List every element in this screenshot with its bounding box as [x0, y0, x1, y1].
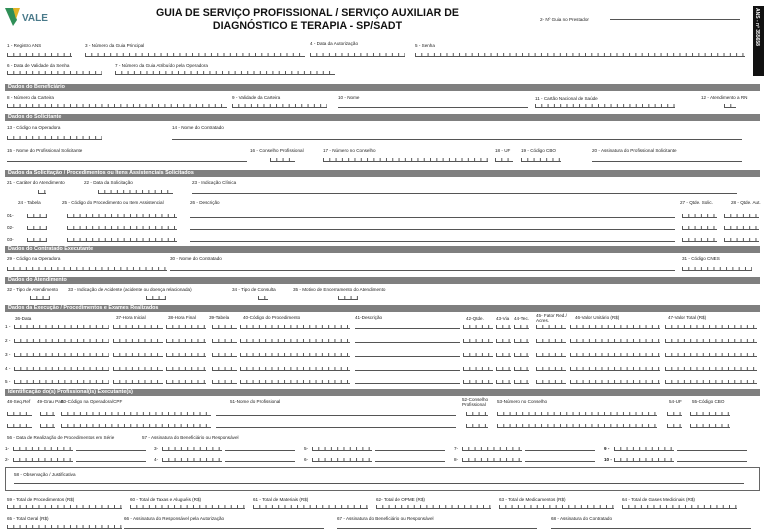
data-solicitacao-label: 22 - Data da Solicitação	[84, 180, 133, 185]
serie-assinatura-field[interactable]	[375, 458, 445, 462]
total-medicamentos-label: 63 - Total de Medicamentos (R$)	[499, 497, 566, 502]
row-qtde-solic-field[interactable]	[682, 226, 717, 230]
row-tabela-field[interactable]	[212, 353, 237, 357]
section-atendimento: Dados do Atendimento	[5, 277, 760, 284]
rn-label: 12 - Atendimento a RN	[701, 95, 748, 100]
row-codigo-field[interactable]	[67, 226, 177, 230]
row-number: 3 -	[5, 352, 11, 357]
cbo-label: 19 - Código CBO	[521, 148, 556, 153]
serie-data-field[interactable]	[462, 458, 522, 462]
prof-codigo-label: 50-Código na Operadora/CPF	[61, 399, 123, 404]
row-conselho-field[interactable]	[466, 424, 488, 428]
exec-hora-inicial-label: 37-Hora Inicial	[116, 315, 146, 320]
ans-side-tag-text: ANS - nº 355658	[754, 8, 760, 46]
uf-label: 18 - UF	[495, 148, 511, 153]
carater-label: 21 - Caráter do Atendimento	[7, 180, 65, 185]
row-valor-unit-field[interactable]	[570, 325, 660, 329]
row-valor-total-field[interactable]	[665, 380, 757, 384]
uf-field[interactable]	[495, 158, 513, 162]
total-taxas-field[interactable]	[130, 505, 245, 509]
row-via-field[interactable]	[496, 339, 511, 343]
row-descricao-field[interactable]	[355, 339, 460, 343]
serie-assinatura-field[interactable]	[525, 458, 595, 462]
row-cbo-field[interactable]	[690, 412, 730, 416]
prof-cbo-label: 55-Código CBO	[692, 399, 725, 404]
prof-numero-label: 53-Número no Conselho	[497, 399, 548, 404]
row-valor-unit-field[interactable]	[570, 380, 660, 384]
row-hora-inicial-field[interactable]	[113, 353, 163, 357]
row-tec-field[interactable]	[514, 353, 529, 357]
tabela-label: 24 - Tabela	[18, 200, 41, 205]
indicacao-label: 23 - Indicação Clínica	[192, 180, 237, 185]
codigo-procedimento-label: 25 - Código do Procedimento ou Item Assistencial	[62, 200, 164, 205]
conselho-field[interactable]	[270, 158, 295, 162]
total-materiais-label: 61 - Total de Materiais (R$)	[253, 497, 309, 502]
title-line-1: GUIA DE SERVIÇO PROFISSIONAL / SERVIÇO AUXILIAR DE	[156, 7, 459, 19]
serie-number: 8-	[454, 457, 459, 462]
qtde-solic-label: 27 - Qtde. Solic.	[680, 200, 713, 205]
total-gases-label: 64 - Total de Gases Medicinais (R$)	[622, 497, 695, 502]
row-hora-final-field[interactable]	[166, 380, 206, 384]
row-descricao-field[interactable]	[190, 214, 675, 218]
executante-nome-field[interactable]	[170, 267, 675, 271]
numero-conselho-field[interactable]	[323, 158, 488, 162]
row-via-field[interactable]	[496, 353, 511, 357]
row-via-field[interactable]	[496, 380, 511, 384]
data-realizacao-label: 56 - Data de Realização de Procedimentos em Série	[7, 435, 115, 440]
guia-operadora-field[interactable]	[115, 71, 335, 75]
numero-conselho-label: 17 - Número no Conselho	[323, 148, 376, 153]
descricao-label: 26 - Descrição	[190, 200, 220, 205]
guia-prestador-label: 2- Nº Guia no Prestador	[540, 17, 589, 22]
row-data-field[interactable]	[14, 339, 109, 343]
serie-data-field[interactable]	[614, 458, 674, 462]
encerramento-label: 35 - Motivo de Encerramento do Atendimento	[293, 287, 386, 292]
row-data-field[interactable]	[14, 325, 109, 329]
row-via-field[interactable]	[496, 367, 511, 371]
row-qtde-field[interactable]	[463, 325, 493, 329]
row-descricao-field[interactable]	[355, 380, 460, 384]
row-codigo-field[interactable]	[67, 214, 177, 218]
prof-nome-label: 51-Nome do Profissional	[230, 399, 281, 404]
prof-conselho-label: 52-Conselho Profissional	[462, 397, 489, 407]
solicitante-codigo-field[interactable]	[7, 136, 102, 140]
row-hora-final-field[interactable]	[166, 353, 206, 357]
section-solicitacao: Dados da Solicitação / Procedimentos ou Itens Assistenciais Solicitados	[5, 170, 760, 177]
row-tabela-field[interactable]	[27, 214, 47, 218]
row-qtde-field[interactable]	[463, 367, 493, 371]
conselho-label: 16 - Conselho Profissional	[250, 148, 304, 153]
row-qtde-solic-field[interactable]	[682, 238, 717, 242]
row-codigo-field[interactable]	[67, 238, 177, 242]
registro-ans-label: 1 - Registro ANS	[7, 43, 42, 48]
guia-prestador-field[interactable]	[610, 16, 740, 20]
serie-data-field[interactable]	[614, 447, 674, 451]
row-numero-field[interactable]	[497, 424, 657, 428]
exec-data-label: 36-Data	[15, 316, 32, 321]
row-data-field[interactable]	[14, 380, 109, 384]
row-qtde-aut-field[interactable]	[724, 238, 759, 242]
serie-number: 6-	[304, 457, 309, 462]
guia-operadora-label: 7 - Número da Guia Atribuído pela Operadora	[115, 63, 208, 68]
tipo-consulta-label: 34 - Tipo de Consulta	[232, 287, 276, 292]
form-title	[140, 7, 475, 33]
row-valor-total-field[interactable]	[665, 367, 757, 371]
prof-grau-label: 49-Grau Part.	[37, 399, 65, 404]
row-number: 5 -	[5, 379, 11, 384]
row-data-field[interactable]	[14, 367, 109, 371]
row-tec-field[interactable]	[514, 367, 529, 371]
serie-assinatura-field[interactable]	[76, 458, 146, 462]
row-descricao-field[interactable]	[355, 367, 460, 371]
encerramento-field[interactable]	[338, 296, 358, 300]
row-descricao-field[interactable]	[355, 353, 460, 357]
serie-assinatura-field[interactable]	[677, 458, 747, 462]
row-seq-field[interactable]	[7, 412, 32, 416]
serie-assinatura-field[interactable]	[76, 447, 146, 451]
data-autorizacao-field[interactable]	[310, 53, 405, 57]
total-geral-field[interactable]	[7, 525, 122, 529]
executante-codigo-label: 29 - Código na Operadora	[7, 256, 61, 261]
exec-tabela-label: 39-Tabela	[209, 315, 230, 320]
row-number: 4 -	[5, 366, 11, 371]
observacao-line	[14, 480, 744, 484]
serie-number: 2-	[5, 457, 10, 462]
total-geral-label: 65 - Total Geral (R$)	[7, 516, 49, 521]
exec-descricao-label: 41-Descrição	[355, 315, 383, 320]
serie-data-field[interactable]	[162, 458, 222, 462]
acidente-field[interactable]	[146, 296, 166, 300]
carteira-label: 8 - Número da Carteira	[7, 95, 54, 100]
serie-number: 7-	[454, 446, 459, 451]
validade-carteira-label: 9 - Validade da Carteira	[232, 95, 281, 100]
row-nome-field[interactable]	[216, 424, 456, 428]
carteira-field[interactable]	[7, 104, 227, 108]
row-qtde-field[interactable]	[463, 339, 493, 343]
tipo-atendimento-field[interactable]	[30, 296, 50, 300]
prof-seq-label: 48-Seq.Ref	[7, 399, 31, 404]
assinatura-contratado-field[interactable]	[551, 525, 751, 529]
serie-assinatura-field[interactable]	[225, 458, 295, 462]
prof-uf-label: 54-UF	[669, 399, 682, 404]
serie-assinatura-field[interactable]	[525, 447, 595, 451]
validade-senha-label: 6 - Data de Validade da Senha	[7, 63, 70, 68]
exec-tec-label: 44-Tec.	[514, 316, 530, 321]
row-hora-final-field[interactable]	[166, 325, 206, 329]
exec-fator-label: 45- Fator Red./ Acres.	[536, 313, 567, 323]
guia-principal-field[interactable]	[85, 53, 305, 57]
exec-hora-final-label: 38-Hora Final	[168, 315, 196, 320]
row-codigo-field[interactable]	[240, 380, 350, 384]
guia-principal-label: 3 - Número da Guia Principal	[85, 43, 145, 48]
registro-ans-field[interactable]	[7, 53, 72, 57]
assinatura-solicitante-label: 20 - Assinatura do Profissional Solicitante	[592, 148, 677, 153]
solicitante-codigo-label: 13 - Código na Operadora	[7, 125, 61, 130]
row-valor-unit-field[interactable]	[570, 353, 660, 357]
section-beneficiario: Dados do Beneficiário	[5, 84, 760, 91]
row-grau-field[interactable]	[40, 424, 55, 428]
row-fator-field[interactable]	[536, 367, 566, 371]
tipo-consulta-field[interactable]	[258, 296, 268, 300]
row-tec-field[interactable]	[514, 339, 529, 343]
observacao-label: 58 - Observação / Justificativa	[14, 472, 76, 477]
row-valor-total-field[interactable]	[665, 325, 757, 329]
vale-logo-text: VALE	[22, 13, 48, 24]
total-opme-field[interactable]	[376, 505, 491, 509]
vale-logo	[5, 6, 47, 28]
serie-assinatura-field[interactable]	[225, 447, 295, 451]
cns-field[interactable]	[535, 104, 675, 108]
row-tabela-field[interactable]	[27, 226, 47, 230]
section-executante: Dados do Contratado Executante	[5, 246, 760, 253]
profissional-solicitante-label: 15 - Nome do Profissional Solicitante	[7, 148, 83, 153]
assinatura-serie-label: 57 - Assinatura do Beneficiário ou Responsável	[142, 435, 239, 440]
tipo-atendimento-label: 32 - Tipo de Atendimento	[7, 287, 59, 292]
row-qtde-field[interactable]	[463, 380, 493, 384]
row-uf-field[interactable]	[667, 424, 682, 428]
indicacao-field[interactable]	[192, 190, 737, 194]
assinatura-autorizacao-field[interactable]	[124, 525, 324, 529]
row-tabela-field[interactable]	[212, 367, 237, 371]
serie-number: 10 -	[604, 457, 612, 462]
row-valor-total-field[interactable]	[665, 339, 757, 343]
row-codigo-field[interactable]	[240, 339, 350, 343]
row-tec-field[interactable]	[514, 380, 529, 384]
validade-senha-field[interactable]	[7, 71, 102, 75]
row-number: 02-	[7, 225, 14, 230]
row-qtde-aut-field[interactable]	[724, 226, 759, 230]
row-valor-total-field[interactable]	[665, 353, 757, 357]
cnes-label: 31 - Código CNES	[682, 256, 720, 261]
total-procedimentos-field[interactable]	[7, 505, 122, 509]
serie-number: 3-	[154, 446, 159, 451]
cbo-field[interactable]	[521, 158, 561, 162]
row-valor-unit-field[interactable]	[570, 367, 660, 371]
total-taxas-label: 60 - Total de Taxas e Aluguéis (R$)	[130, 497, 202, 502]
row-fator-field[interactable]	[536, 339, 566, 343]
row-valor-unit-field[interactable]	[570, 339, 660, 343]
total-medicamentos-field[interactable]	[499, 505, 614, 509]
row-tabela-field[interactable]	[212, 325, 237, 329]
nome-beneficiario-label: 10 - Nome	[338, 95, 360, 100]
row-hora-inicial-field[interactable]	[113, 339, 163, 343]
row-tabela-field[interactable]	[212, 380, 237, 384]
section-execucao: Dados da Execução / Procedimentos e Exames Realizados	[5, 305, 760, 312]
serie-data-field[interactable]	[312, 458, 372, 462]
row-number: 03-	[7, 237, 14, 242]
row-seq-field[interactable]	[7, 424, 32, 428]
executante-codigo-field[interactable]	[7, 267, 167, 271]
profissional-solicitante-field[interactable]	[7, 158, 247, 162]
assinatura-beneficiario-field[interactable]	[337, 525, 537, 529]
serie-number: 4-	[154, 457, 159, 462]
row-hora-inicial-field[interactable]	[113, 325, 163, 329]
serie-number: 1-	[5, 446, 10, 451]
solicitante-contratado-field[interactable]	[172, 136, 742, 140]
serie-assinatura-field[interactable]	[677, 447, 747, 451]
serie-data-field[interactable]	[462, 447, 522, 451]
serie-assinatura-field[interactable]	[375, 447, 445, 451]
assinatura-autorizacao-label: 66 - Assinatura do Responsável pela Autorização	[124, 516, 225, 521]
row-uf-field[interactable]	[667, 412, 682, 416]
serie-number: 9 -	[604, 446, 610, 451]
assinatura-beneficiario-label: 67 - Assinatura do Beneficiário ou Responsável	[337, 516, 434, 521]
serie-number: 5-	[304, 446, 309, 451]
row-hora-final-field[interactable]	[166, 367, 206, 371]
qtde-aut-label: 28 - Qtde. Aut.	[731, 200, 761, 205]
row-tec-field[interactable]	[514, 325, 529, 329]
carater-field[interactable]	[38, 190, 46, 194]
total-opme-label: 62- Total de OPME (R$)	[376, 497, 425, 502]
row-tabela-field[interactable]	[27, 238, 47, 242]
row-fator-field[interactable]	[536, 325, 566, 329]
row-fator-field[interactable]	[536, 353, 566, 357]
row-via-field[interactable]	[496, 325, 511, 329]
cns-label: 11 - Cartão Nacional de Saúde	[535, 96, 598, 101]
validade-carteira-field[interactable]	[232, 104, 327, 108]
exec-codigo-label: 40-Código do Procedimento	[243, 315, 301, 320]
row-number: 1 -	[5, 324, 11, 329]
row-tabela-field[interactable]	[212, 339, 237, 343]
row-codigo-field[interactable]	[240, 353, 350, 357]
row-cbo-field[interactable]	[690, 424, 730, 428]
row-descricao-field[interactable]	[190, 238, 675, 242]
row-qtde-aut-field[interactable]	[724, 214, 759, 218]
row-hora-final-field[interactable]	[166, 339, 206, 343]
solicitante-contratado-label: 14 - Nome do Contratado	[172, 125, 224, 130]
rn-field[interactable]	[724, 104, 736, 108]
data-autorizacao-label: 4 - Data da Autorização	[310, 41, 359, 46]
row-qtde-field[interactable]	[463, 353, 493, 357]
total-gases-field[interactable]	[622, 505, 737, 509]
senha-label: 5 - Senha	[415, 43, 435, 48]
section-profissionais: Identificação do(s) Profissional(is) Executante(s)	[5, 389, 760, 396]
row-numero-field[interactable]	[497, 412, 657, 416]
nome-beneficiario-field[interactable]	[338, 104, 528, 108]
serie-data-field[interactable]	[162, 447, 222, 451]
serie-data-field[interactable]	[312, 447, 372, 451]
row-number: 2 -	[5, 338, 11, 343]
data-solicitacao-field[interactable]	[98, 190, 173, 194]
row-nome-field[interactable]	[216, 412, 456, 416]
exec-valor-total-label: 47-Valor Total (R$)	[668, 315, 707, 320]
row-qtde-solic-field[interactable]	[682, 214, 717, 218]
row-hora-inicial-field[interactable]	[113, 380, 163, 384]
row-codigo-field[interactable]	[61, 412, 211, 416]
row-data-field[interactable]	[14, 353, 109, 357]
observacao-box[interactable]	[5, 467, 760, 491]
senha-field[interactable]	[415, 53, 745, 57]
exec-qtde-label: 42-Qtde.	[466, 316, 484, 321]
cnes-field[interactable]	[682, 267, 752, 271]
row-grau-field[interactable]	[40, 412, 55, 416]
assinatura-contratado-label: 68 - Assinatura do Contratado	[551, 516, 613, 521]
row-fator-field[interactable]	[536, 380, 566, 384]
row-codigo-field[interactable]	[240, 367, 350, 371]
row-descricao-field[interactable]	[355, 325, 460, 329]
title-line-2: DIAGNÓSTICO E TERAPIA - SP/SADT	[212, 20, 403, 32]
assinatura-solicitante-field[interactable]	[592, 158, 742, 162]
section-solicitante: Dados do Solicitante	[5, 114, 760, 121]
serie-data-field[interactable]	[13, 447, 73, 451]
row-codigo-field[interactable]	[240, 325, 350, 329]
executante-nome-label: 30 - Nome do Contratado	[170, 256, 222, 261]
total-procedimentos-label: 59 - Total de Procedimentos (R$)	[7, 497, 75, 502]
row-descricao-field[interactable]	[190, 226, 675, 230]
row-hora-inicial-field[interactable]	[113, 367, 163, 371]
row-number: 01-	[7, 213, 14, 218]
serie-data-field[interactable]	[13, 458, 73, 462]
exec-via-label: 43-Via	[496, 316, 510, 321]
row-conselho-field[interactable]	[466, 412, 488, 416]
row-codigo-field[interactable]	[61, 424, 211, 428]
exec-valor-unit-label: 46-Valor Unitário (R$)	[575, 315, 620, 320]
acidente-label: 33 - Indicação de Acidente (acidente ou doença relacionada)	[68, 287, 192, 292]
total-materiais-field[interactable]	[253, 505, 368, 509]
ans-side-tag	[753, 6, 764, 76]
